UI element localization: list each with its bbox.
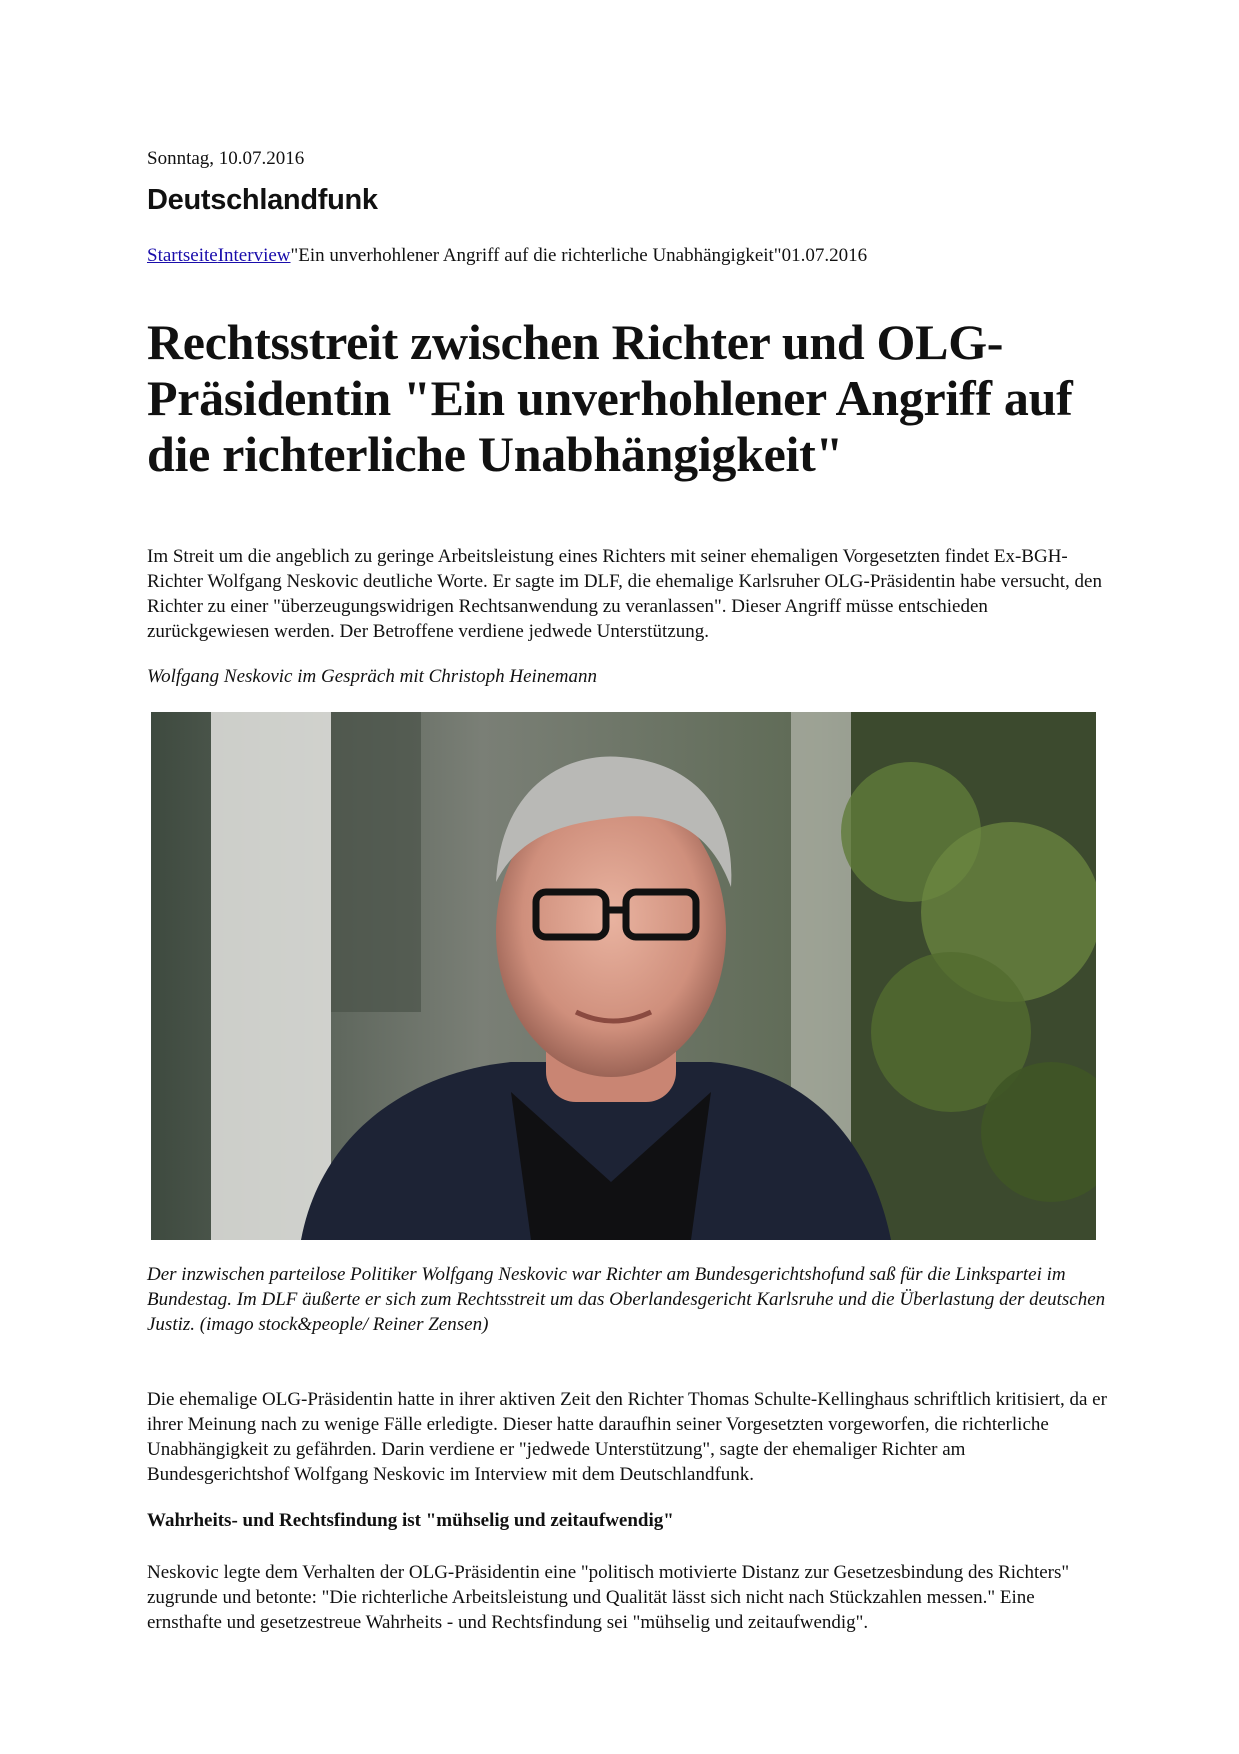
breadcrumb-current: "Ein unverhohlener Angriff auf die richterliche Unabhängigkeit" (290, 245, 782, 266)
photo-caption: Der inzwischen parteilose Politiker Wolfgang Neskovic war Richter am Bundesgerichtshofund saß für die Linkspartei im Bundestag. Im DLF äußerte er sich zum Rechtsstreit um das Oberlandesgericht Karlsruhe und die Überlastung der deutschen Justiz. (imago stock&people/ Reiner Zensen) (147, 1264, 1106, 1335)
print-date: Sonntag, 10.07.2016 (147, 148, 305, 169)
breadcrumb-home-link[interactable]: Startseite (147, 245, 218, 266)
portrait-image (151, 712, 1096, 1240)
breadcrumb (147, 245, 867, 267)
breadcrumb-date: 01.07.2016 (781, 245, 868, 266)
article-byline: Wolfgang Neskovic im Gespräch mit Christoph Heinemann (147, 666, 597, 687)
site-logo-text: Deutschlandfunk (147, 184, 378, 216)
article-headline: Rechtsstreit zwischen Richter und OLG-Präsidentin "Ein unverhohlener Angriff auf die richterliche Unabhängigkeit" (147, 314, 1073, 482)
article-paragraph: Neskovic legte dem Verhalten der OLG-Präsidentin eine "politisch motivierte Distanz zur Gesetzesbindung des Richters" zugrunde und betonte: "Die richterliche Arbeitsleistung und Qualität lässt sich nicht nach Stückzahlen messen." Eine ernsthafte und gesetzestreue Wahrheits - und Rechtsfindung sei "mühselig und zeitaufwendig". (147, 1562, 1070, 1633)
breadcrumb-section-link[interactable]: Interview (217, 245, 291, 266)
article-subheading: Wahrheits- und Rechtsfindung ist "mühselig und zeitaufwendig" (147, 1510, 674, 1531)
article-photo (151, 712, 1096, 1240)
article-lead: Im Streit um die angeblich zu geringe Arbeitsleistung eines Richters mit seiner ehemaligen Vorgesetzten findet Ex-BGH-Richter Wolfgang Neskovic deutliche Worte. Er sagte im DLF, die ehemalige Karlsruher OLG-Präsidentin habe versucht, den Richter zu einer "überzeugungswidrigen Rechtsanwendung zu veranlassen". Dieser Angriff müsse entschieden zurückgewiesen werden. Der Betroffene verdiene jedwede Unterstützung. (147, 546, 1102, 642)
article-paragraph: Die ehemalige OLG-Präsidentin hatte in ihrer aktiven Zeit den Richter Thomas Schulte-Kellinghaus schriftlich kritisiert, da er ihrer Meinung nach zu wenige Fälle erledigte. Dieser hatte daraufhin seiner Vorgesetzten vorgeworfen, die richterliche Unabhängigkeit zu gefährden. Darin verdiene er "jedwede Unterstützung", sagte der ehemaliger Richter am Bundesgerichtshof Wolfgang Neskovic im Interview mit dem Deutschlandfunk. (147, 1389, 1107, 1485)
